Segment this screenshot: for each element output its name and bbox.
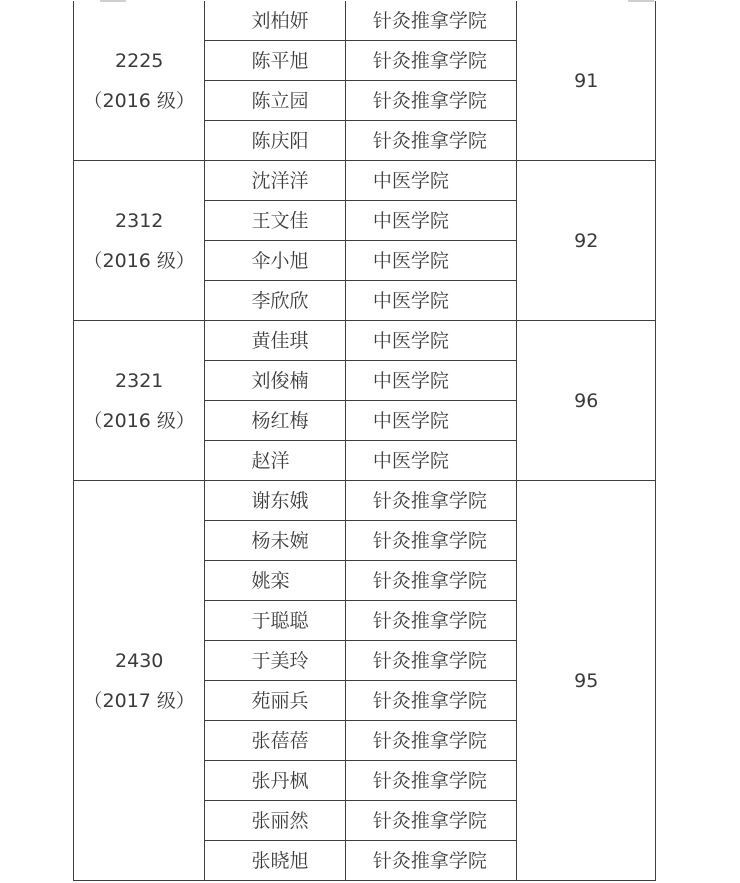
- crop-mark-left: [100, 0, 126, 2]
- crop-mark-right: [628, 0, 654, 2]
- class-award-table: [73, 0, 656, 881]
- student-name: 谢东娥: [205, 481, 345, 521]
- table-row: [74, 481, 656, 521]
- student-name: 王文佳: [205, 201, 345, 241]
- college-name: 针灸推拿学院: [345, 1, 517, 41]
- class-grade: （2016 级）: [83, 249, 195, 272]
- college-name: 针灸推拿学院: [345, 81, 517, 121]
- student-name: 黄佳琪: [205, 321, 345, 361]
- college-name: 中医学院: [345, 441, 517, 481]
- student-name: 沈洋洋: [205, 161, 345, 201]
- college-name: 针灸推拿学院: [345, 521, 517, 561]
- student-name: 陈平旭: [205, 41, 345, 81]
- college-name: 中医学院: [345, 401, 517, 441]
- college-name: 针灸推拿学院: [345, 601, 517, 641]
- class-grade: （2016 级）: [83, 89, 195, 112]
- college-name: 针灸推拿学院: [345, 681, 517, 721]
- college-name: 针灸推拿学院: [345, 841, 517, 881]
- college-name: 针灸推拿学院: [345, 641, 517, 681]
- score-cell: 96: [517, 321, 656, 481]
- table-row: [74, 1, 656, 41]
- college-name: 针灸推拿学院: [345, 801, 517, 841]
- student-name: 伞小旭: [205, 241, 345, 281]
- student-name: 杨未婉: [205, 521, 345, 561]
- class-cell: [74, 1, 205, 161]
- student-name: 张晓旭: [205, 841, 345, 881]
- college-name: 中医学院: [345, 281, 517, 321]
- student-name: 赵洋: [205, 441, 345, 481]
- table-body: [74, 1, 656, 881]
- college-name: 中医学院: [345, 241, 517, 281]
- class-cell: [74, 161, 205, 321]
- college-name: 中医学院: [345, 361, 517, 401]
- score-cell: 91: [517, 1, 656, 161]
- student-name: 李欣欣: [205, 281, 345, 321]
- score-cell: 95: [517, 481, 656, 881]
- college-name: 中医学院: [345, 161, 517, 201]
- class-grade: （2017 级）: [83, 689, 195, 712]
- college-name: 针灸推拿学院: [345, 761, 517, 801]
- student-name: 张蓓蓓: [205, 721, 345, 761]
- student-name: 姚栾: [205, 561, 345, 601]
- student-name: 陈立园: [205, 81, 345, 121]
- college-name: 针灸推拿学院: [345, 121, 517, 161]
- class-grade: （2016 级）: [83, 409, 195, 432]
- table-row: [74, 161, 656, 201]
- class-number: 2225: [115, 49, 164, 72]
- student-name: 苑丽兵: [205, 681, 345, 721]
- student-name: 刘俊楠: [205, 361, 345, 401]
- table-row: [74, 321, 656, 361]
- student-name: 陈庆阳: [205, 121, 345, 161]
- student-name: 于美玲: [205, 641, 345, 681]
- class-number: 2321: [115, 369, 164, 392]
- score-cell: 92: [517, 161, 656, 321]
- college-name: 针灸推拿学院: [345, 561, 517, 601]
- college-name: 针灸推拿学院: [345, 481, 517, 521]
- student-name: 杨红梅: [205, 401, 345, 441]
- college-name: 针灸推拿学院: [345, 721, 517, 761]
- class-cell: [74, 481, 205, 881]
- college-name: 中医学院: [345, 201, 517, 241]
- class-cell: [74, 321, 205, 481]
- college-name: 中医学院: [345, 321, 517, 361]
- student-name: 张丽然: [205, 801, 345, 841]
- class-number: 2312: [115, 209, 164, 232]
- student-name: 张丹枫: [205, 761, 345, 801]
- student-name: 刘柏妍: [205, 1, 345, 41]
- college-name: 针灸推拿学院: [345, 41, 517, 81]
- student-name: 于聪聪: [205, 601, 345, 641]
- class-number: 2430: [115, 649, 164, 672]
